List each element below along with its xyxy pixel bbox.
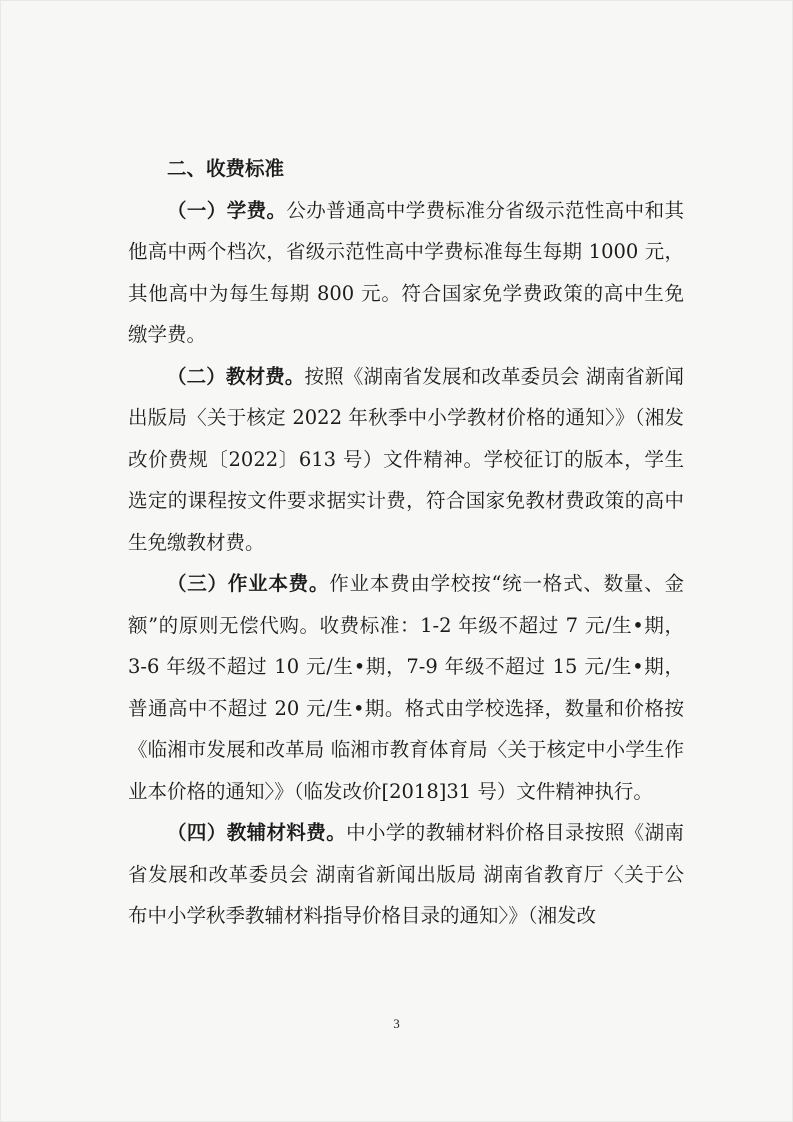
paragraph-text: 公办普通高中学费标准分省级示范性高中和其他高中两个档次，省级示范性高中学费标准每生每期 1000 元，其他高中为每生每期 800 元。符合国家免学费政策的高中生免缴学费。 xyxy=(128,198,684,346)
section-heading: 二、收费标准 xyxy=(167,157,285,180)
paragraph-text: 按照《湖南省发展和改革委员会 湖南省新闻出版局〈关于核定 2022 年秋季中小学教材价格的通知〉》（湘发改价费规〔2022〕613 号）文件精神。学校征订的版本，学生选定的课程按文件要求据实计费，符合国家免教材费政策的高中生免缴教材费。 xyxy=(128,364,684,554)
paragraph-lead: （一）学费。 xyxy=(167,198,287,222)
paragraph-textbook-fee xyxy=(128,356,684,564)
paragraph-lead: （四）教辅材料费。 xyxy=(167,821,347,844)
document-body xyxy=(128,148,684,937)
paragraph-text: 作业本费由学校按“统一格式、数量、金额”的原则无偿代购。收费标准：1-2 年级不超过 7 元/生•期，3-6 年级不超过 10 元/生•期，7-9 年级不超过 15 元/生•期，普通高中不超过 20 元/生•期。格式由学校选择，数量和价格按《临湘市发展和改革局 临湘市教育体育局〈关于核定中小学生作业本价格的通知〉》（临发改价[2018]31 号）文件精神执行。 xyxy=(128,572,684,803)
paragraph-text: 中小学的教辅材料价格目录按照《湖南省发展和改革委员会 湖南省新闻出版局 湖南省教育厅〈关于公布中小学秋季教辅材料指导价格目录的通知〉》（湘发改 xyxy=(128,821,684,927)
paragraph-exercise-book-fee xyxy=(128,563,684,812)
paragraph-tuition xyxy=(128,190,684,356)
paragraph-supplementary-material-fee xyxy=(128,812,684,937)
page-number: 3 xyxy=(393,1016,400,1031)
paragraph-lead: （二）教材费。 xyxy=(167,364,305,388)
paragraph-lead: （三）作业本费。 xyxy=(167,572,330,595)
